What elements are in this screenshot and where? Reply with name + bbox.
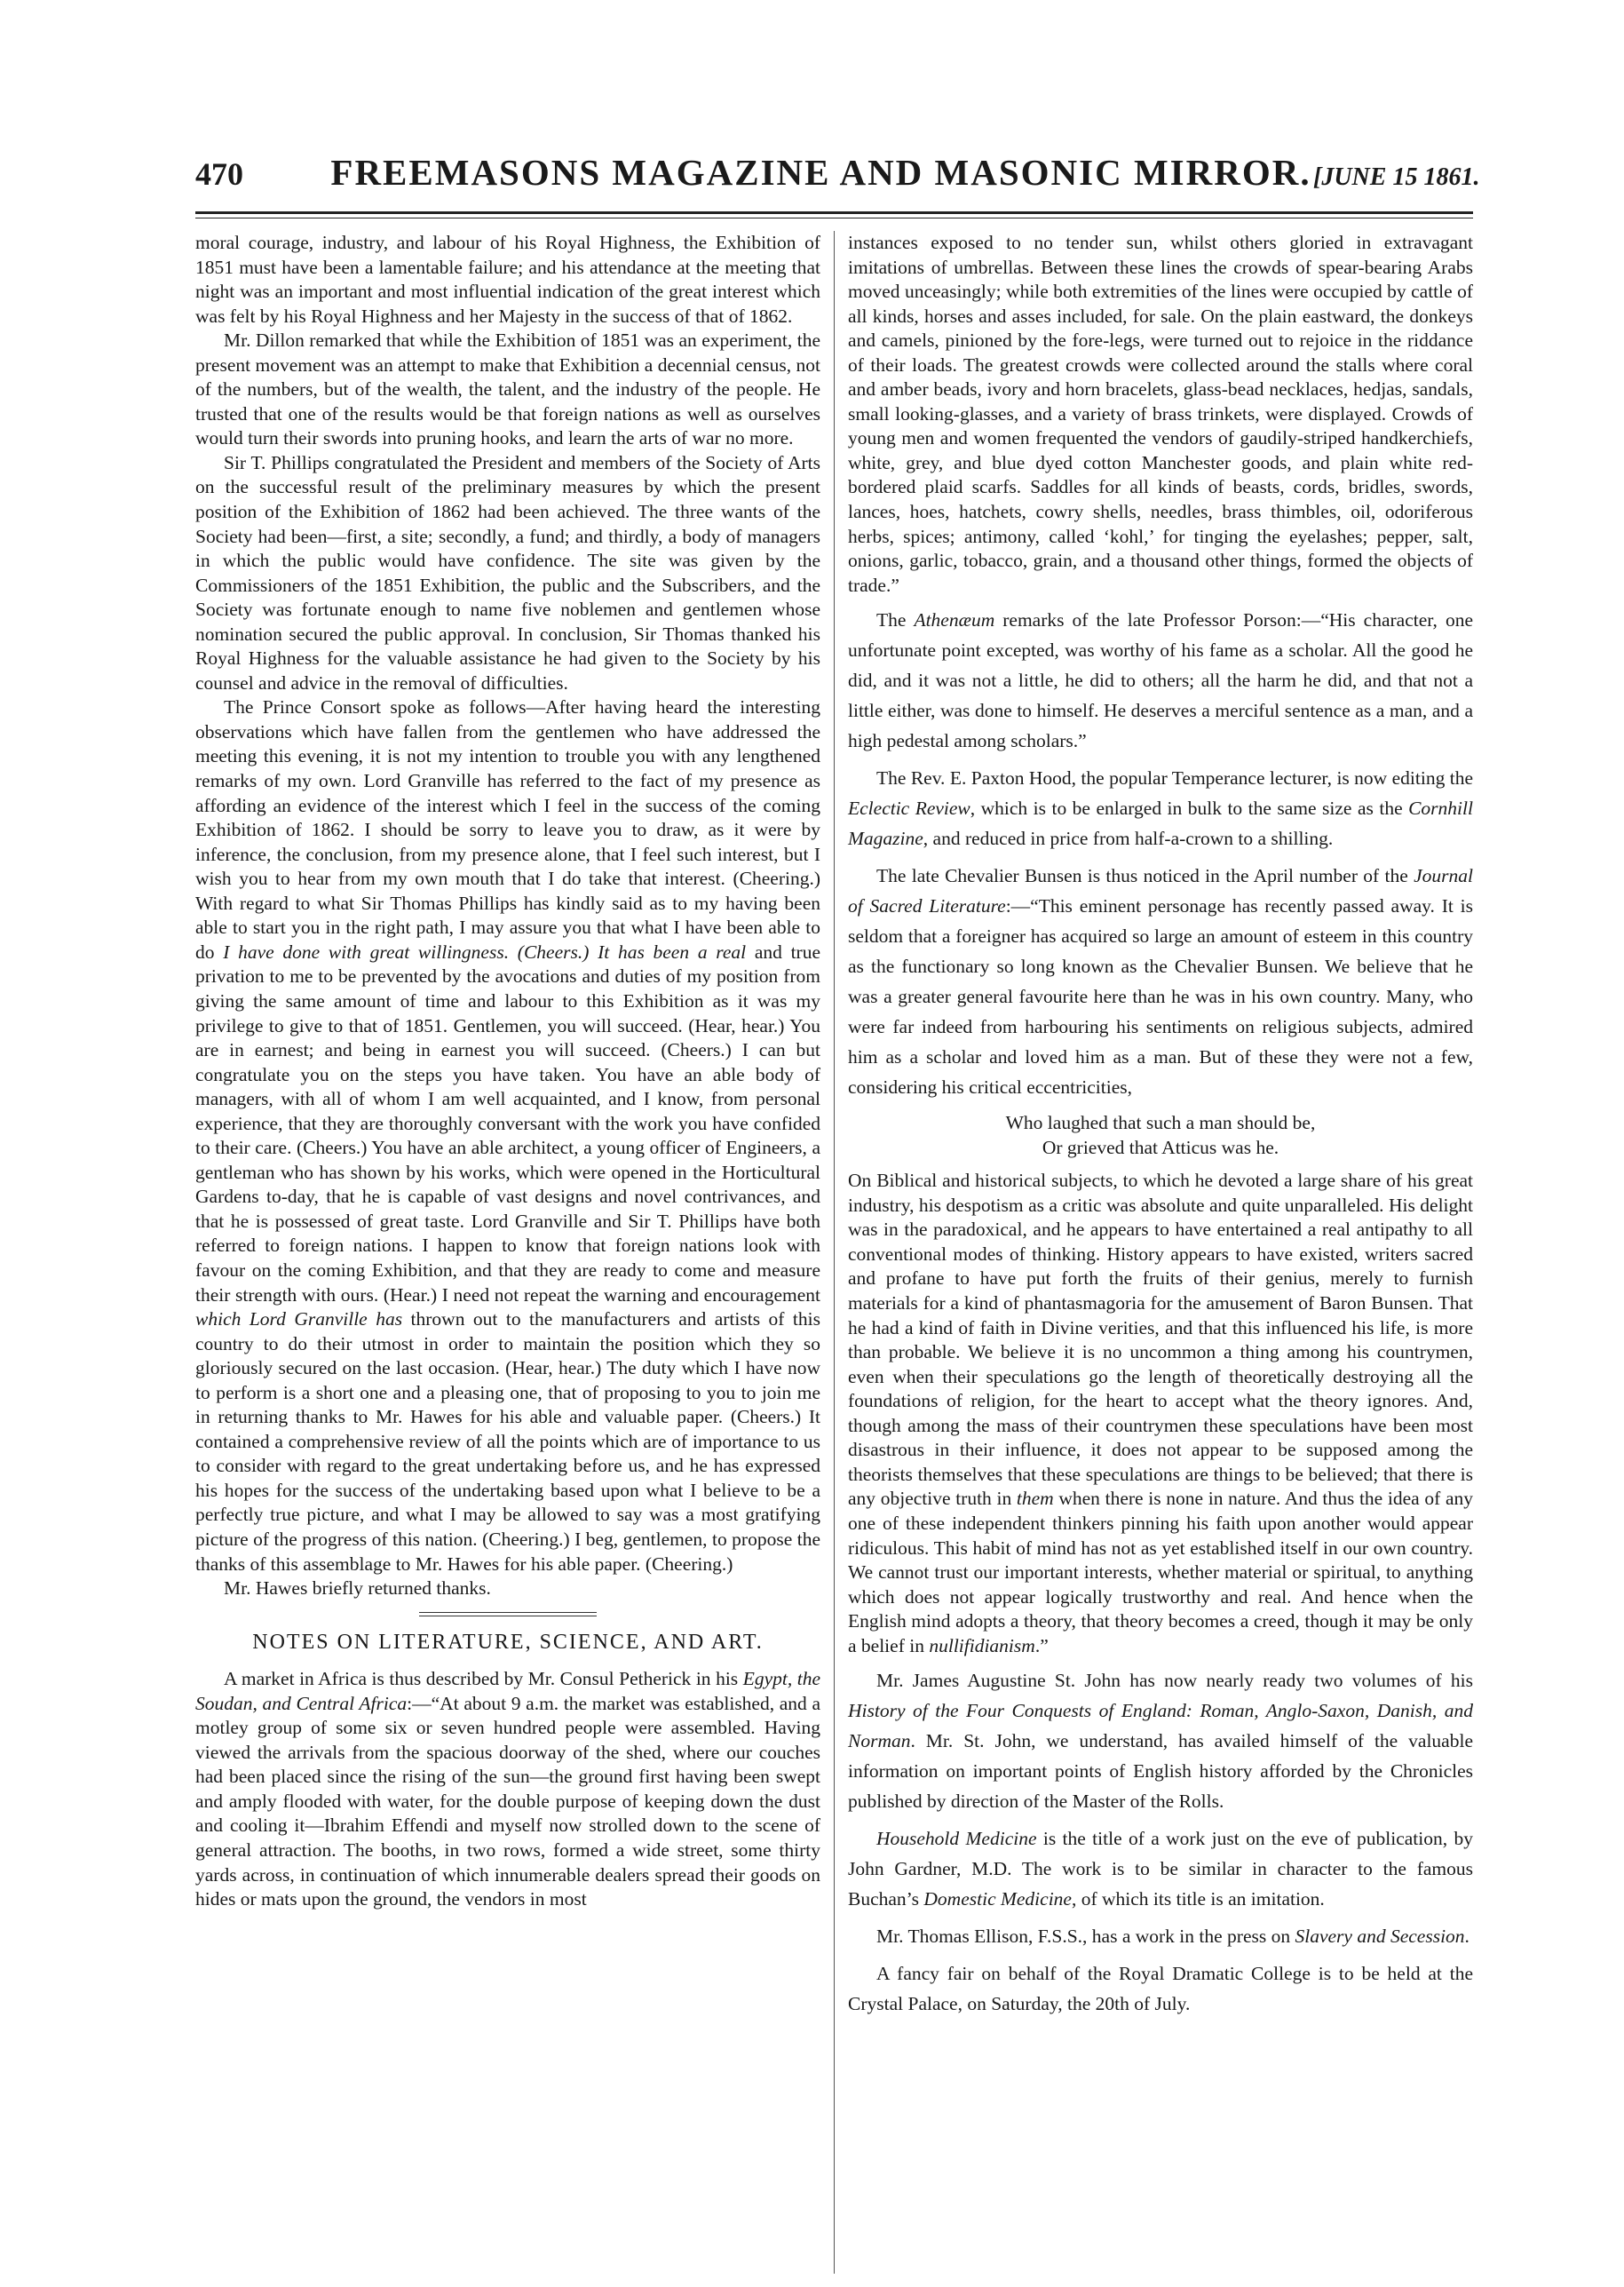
paragraph <box>848 1921 1473 1951</box>
italic-run: Cornhill Magazine <box>848 798 1473 850</box>
text-run: , which is to be enlarged in bulk to the same size as the <box>970 798 1409 820</box>
italic-run: I have done with great willingness. (Cheers.) It has been a real <box>223 941 747 963</box>
text-run: , of which its title is an imitation. <box>1071 1888 1325 1910</box>
paragraph <box>848 1169 1473 1658</box>
text-run: The <box>876 609 915 631</box>
text-run: thrown out to the manufacturers and artists of this country to do their utmost in order to maintain the position which they so gloriously secured on the last occasion. (Hear, hear.) The duty which I have now to perform is a short one and a pleasing one, that of proposing to you to join me in returning thanks to Mr. Hawes for his able and valuable paper. (Cheers.) It contained a comprehensive review of all the points which are of importance to us to consider with regard to the great undertaking before us, and he has expressed his hopes for the success of the undertaking based upon what I believe to be a perfectly true picture, and what I may be allowed to say was a most gratifying picture of the progress of this nation. (Cheering.) I beg, gentlemen, to propose the thanks of this assemblage to Mr. Hawes for his able paper. (Cheering.) <box>195 1308 820 1575</box>
paragraph: moral courage, industry, and labour of his Royal Highness, the Exhibition of 1851 must have been a lamentable failure; and his attendance at the meeting that night was an important and most influential indication of the great interest which was felt by his Royal Highness and her Majesty in the success of that of 1862. <box>195 232 820 327</box>
verse-line: Who laughed that such a man should be, <box>1005 1112 1316 1134</box>
header-rule <box>195 211 1473 218</box>
right-column <box>848 231 1473 2274</box>
italic-run: Slavery and Secession <box>1295 1926 1465 1948</box>
text-run: A market in Africa is thus described by Mr. Consul Petherick in his <box>224 1668 743 1690</box>
text-columns <box>195 231 1473 2274</box>
text-run: . <box>1464 1926 1470 1948</box>
paragraph: Mr. Dillon remarked that while the Exhibition of 1851 was an experiment, the present movement was an attempt to make that Exhibition a decennial census, not of the numbers, but of the wealth, the talent, and the industry of the people. He trusted that one of the results would be that foreign nations as well as ourselves would turn their swords into pruning hooks, and learn the arts of war no more. <box>195 330 820 449</box>
column-divider <box>834 231 835 2274</box>
paragraph: Mr. Hawes briefly returned thanks. <box>224 1577 491 1600</box>
text-run: The Prince Consort spoke as follows—After having heard the interesting observations which have fallen from the gentlemen who have addressed the meeting this evening, it is not my intention to trouble you with any lengthened remarks of my own. Lord Granville has referred to the fact of my presence as affording an evidence of the interest which I feel in the success of the coming Exhibition of 1862. I should be sorry to leave you to draw, as it were by inference, the conclusion, from my presence alone, that I feel such interest, but I wish you to hear from my own mouth that I do take that interest. (Cheering.) With regard to what Sir Thomas Phillips has kindly said as to my having been able to start you in the right path, I may assure you that what I have been able to do <box>195 696 820 963</box>
text-run: On Biblical and historical subjects, to which he devoted a large share of his great industry, his despotism as a critic was absolute and quite unparalleled. His delight was in the paradoxical, and he appears to have entertained a real antipathy to all conventional modes of thinking. History appears to have existed, writers sacred and profane to have put forth the fruits of their genius, merely to furnish materials for a kind of phantasmagoria for the amusement of Baron Bunsen. That he had a kind of faith in Divine verities, and that this influenced his life, is more than probable. We believe it is no uncommon a thing among his countrymen, even when their speculations go the length of theoretically destroying all the foundations of religion, for the heart to accept what the theory ignores. And, though among the mass of their countrymen these speculations have been most disastrous in their influence, it does not appear to be supposed among the theorists themselves that these speculations are things to be believed; that there is any objective truth in <box>848 1170 1473 1510</box>
text-run: :—“At about 9 a.m. the market was established, and a motley group of some six or seven hundred people were assembled. Having viewed the arrivals from the spacious doorway of the shed, where our couches had been placed since the rising of the sun—the ground first having been swept and amply flooded with water, for the double purpose of keeping down the dust and cooling it—Ibrahim Effendi and myself now strolled down to the scene of general attraction. The booths, in two rows, formed a wide street, some thirty yards across, in continuation of which innumerable dealers spread their goods on hides or mats upon the ground, the vendors in most <box>195 1692 820 1910</box>
verse-line: Or grieved that Atticus was he. <box>1042 1136 1279 1158</box>
text-run: .” <box>1034 1634 1049 1656</box>
paragraph <box>848 1823 1473 1914</box>
italic-run: which Lord Granville has <box>195 1308 403 1330</box>
paragraph: instances exposed to no tender sun, whilst others gloried in extravagant imitations of umbrellas. Between these lines the crowds of spear-bearing Arabs moved unceasingly; while both extremities of the lines were occupied by cattle of all kinds, horses and asses included, for sale. On the plain eastward, the donkeys and camels, pinioned by the fore-legs, were turned out to rejoice in the riddance of their loads. The greatest crowds were collected around the stalls where coral and amber beads, ivory and horn bracelets, glass-bead necklaces, hedjas, sandals, small looking-glasses, and a variety of brass trinkets, were displayed. Crowds of young men and women frequented the vendors of gaudily-striped handkerchiefs, white, grey, and blue dyed cotton Manchester goods, and plain white red-bordered plaid scarfs. Saddles for all kinds of beasts, cords, bridles, swords, lances, hoes, hatchets, cowry shells, needles, brass thimbles, oil, odoriferous herbs, spices; antimony, called ‘kohl,’ for tinging the eyelashes; pepper, salt, onions, garlic, tobacco, grain, and a thousand other things, formed the objects of trade.” <box>848 232 1473 596</box>
text-run: and true privation to me to be prevented by the avocations and duties of my position from giving the same amount of time and labour to this Exhibition as it was my privilege to give to that of 1851. Gentlemen, you will succeed. (Hear, hear.) You are in earnest; and being in earnest you will succeed. (Cheers.) I can but congratulate you on the steps you have taken. You have an able body of managers, with all of whom I am well acquainted, and I know, from personal experience, that they are thoroughly conversant with the work you have confided to their care. (Cheers.) You have an able architect, a young officer of Engineers, a gentleman who has shown by his works, which were opened in the Horticultural Gardens to-day, that he is capable of vast designs and novel contrivances, and that he is possessed of great taste. Lord Granville and Sir T. Phillips have both referred to foreign nations. I happen to know that foreign nations look with favour on the coming Exhibition, and that they are ready to come and measure their strength with ours. (Hear.) I need not repeat the warning and encouragement <box>195 941 820 1306</box>
italic-run: Household Medicine <box>876 1828 1037 1850</box>
paragraph <box>848 605 1473 756</box>
text-run: Mr. James Augustine St. John has now nearly ready two volumes of his <box>876 1670 1473 1692</box>
issue-date: [JUNE 15 1861. <box>1313 163 1480 191</box>
text-run: The late Chevalier Bunsen is thus noticed in the April number of the <box>876 865 1414 887</box>
text-run: remarks of the late Professor Porson:—“His character, one unfortunate point excepted, was worthy of his fame as a scholar. All the good he did, and it was not a little, he did to others; all the harm he did, and that not a little either, was done to himself. He deserves a merciful sentence as a man, and a high pedestal among scholars.” <box>848 609 1473 752</box>
italic-run: Egypt, the Soudan, and Central Africa <box>195 1668 820 1714</box>
paragraph <box>848 1665 1473 1816</box>
paragraph: A fancy fair on behalf of the Royal Dramatic College is to be held at the Crystal Palace, on Saturday, the 20th of July. <box>848 1963 1473 2015</box>
paragraph <box>848 763 1473 854</box>
section-divider <box>419 1612 597 1616</box>
paragraph: Sir T. Phillips congratulated the President and members of the Society of Arts on the successful result of the preliminary measures by which the present position of the Exhibition of 1862 had been achieved. The three wants of the Society had been—first, a site; secondly, a fund; and thirdly, a body of managers in which the public would have confidence. The site was given by the Commissioners of the 1851 Exhibition, the public and the Subscribers, and the Society was fortunate enough to name five noblemen and gentlemen whose nomination secured the public approval. In conclusion, Sir Thomas thanked his Royal Highness for the valuable assistance he had given to the Society by his counsel and advice in the removal of difficulties. <box>195 451 820 694</box>
section-heading: NOTES ON LITERATURE, SCIENCE, AND ART. <box>252 1630 764 1654</box>
text-run: is the title of a work just on the eve of publication, by John Gardner, M.D. The work is to be similar in character to the famous Buchan’s <box>848 1828 1473 1910</box>
text-run: , and reduced in price from half-a-crown to a shilling. <box>923 828 1334 850</box>
text-run: The Rev. E. Paxton Hood, the popular Temperance lecturer, is now editing the <box>876 767 1473 790</box>
italic-run: History of the Four Conquests of England: Roman, Anglo-Saxon, Danish, and Norman <box>848 1700 1473 1752</box>
text-run: Mr. Thomas Ellison, F.S.S., has a work in the press on <box>876 1926 1295 1948</box>
italic-run: nullifidianism <box>929 1634 1035 1656</box>
running-head <box>195 151 1480 204</box>
left-column <box>195 231 820 2274</box>
text-run: . Mr. St. John, we understand, has availed himself of the valuable information on important points of English history afforded by the Chronicles published by direction of the Master of the Rolls. <box>848 1730 1473 1813</box>
text-run: when there is none in nature. And thus the idea of any one of these independent thinkers pinning his faith upon another would appear ridiculous. This habit of mind has not as yet established itself in our own country. We cannot trust our important interests, whether material or spiritual, to anything which does not appear logically trustworthy and real. And hence when the English mind adopts a theory, that theory becomes a creed, though it may be only a belief in <box>848 1488 1474 1656</box>
italic-run: Athenæum <box>914 609 995 631</box>
italic-run: them <box>1016 1488 1054 1510</box>
paragraph <box>195 695 820 1576</box>
text-run: :—“This eminent personage has recently passed away. It is seldom that a foreigner has acquired so large an amount of esteem in this country as the functionary so long known as the Chevalier Bunsen. We believe that he was a greater general favourite here than he was in his own country. Many, who were far indeed from harbouring his sentiments on religious subjects, admired him as a scholar and loved him as a man. But of these they were not a few, considering his critical eccentricities, <box>848 895 1473 1099</box>
italic-run: Eclectic Review <box>848 798 970 820</box>
paragraph <box>195 1667 820 1911</box>
verse-quote <box>848 1111 1473 1160</box>
italic-run: Journal of Sacred Literature <box>848 865 1473 917</box>
italic-run: Domestic Medicine <box>923 1888 1072 1910</box>
page-number: 470 <box>195 156 243 192</box>
paragraph <box>848 861 1473 1102</box>
magazine-title: FREEMASONS MAGAZINE AND MASONIC MIRROR. <box>330 152 1311 193</box>
